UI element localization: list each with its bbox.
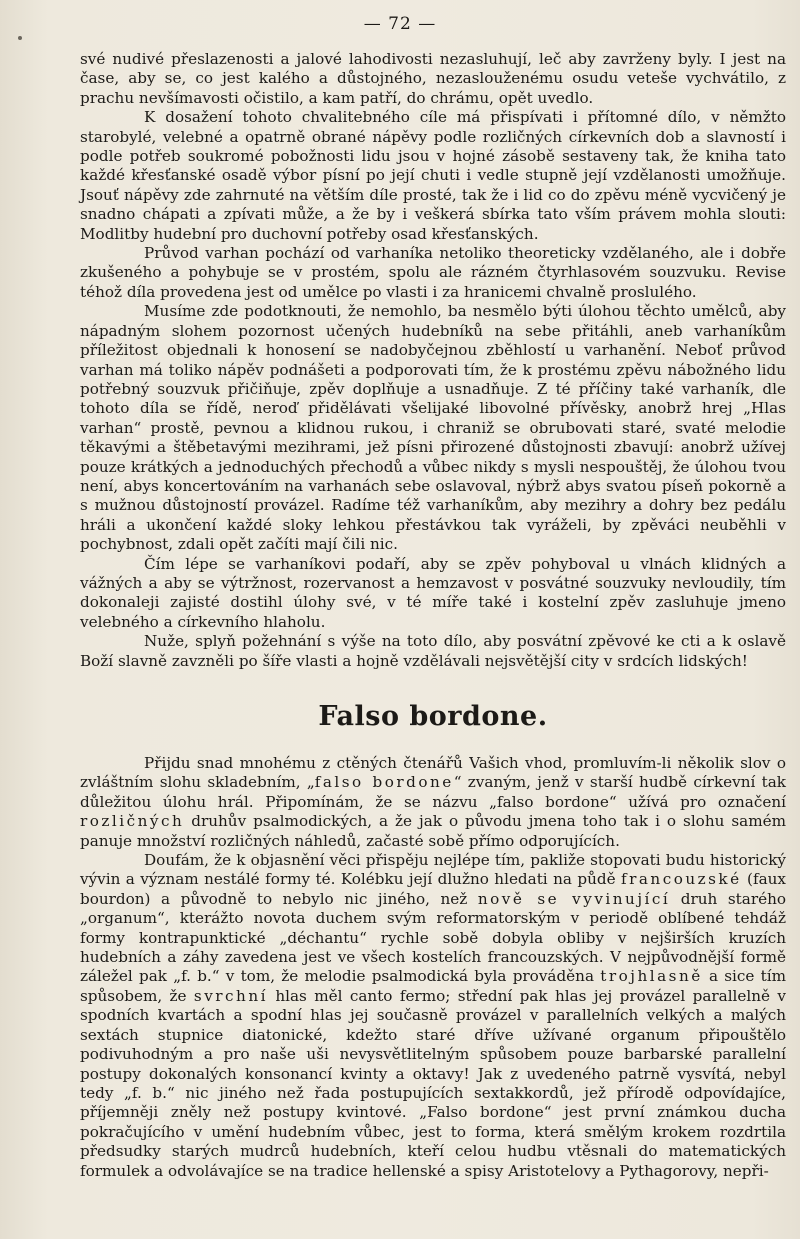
paragraph-intro-5: Čím lépe se varhaníkovi podaří, aby se zpěv pohyboval u vlnách klidných a vážných a aby se výtržnost, rozervanost a hemzavost v posvátné souzvuky nevloudily, tím dokonaleji zajisté dostihl úlohy své, v té míře také i kostelní zpěv zasluhuje jmeno velebného a církevního hlaholu. (80, 554, 786, 631)
text-run: a sice tím spůsobem, že (80, 967, 787, 1005)
paragraph-section-1 (80, 754, 786, 851)
text-run: Doufám, že k objasnění věci přispěju nejlépe tím, pakliže stopovati budu historický vývin a význam nestálé formy té. Kolébku její dlužno hledati na půdě (80, 851, 786, 889)
emphasis-text: francouzské (620, 870, 742, 889)
text-run: druhův psalmodických, a že jak o původu jmena toho tak i o slohu samém panuje množství rozličných náhledů, začasté sobě přímo odporujících. (80, 812, 786, 850)
paragraph-section-2 (80, 851, 786, 1181)
text-run: “ zvaným, jenž v starší hudbě církevní tak důležitou úlohu hrál. Připomínám, že se názvu „falso bordone“ užívá pro označení (80, 773, 786, 811)
text-column (80, 50, 786, 1181)
paragraph-intro-3: Průvod varhan pochází od varhaníka netoliko theoreticky vzdělaného, ale i dobře zkušeného a pohybuje se v prostém, spolu ale rázném čtyrhlasovém souzvuku. Revise téhož díla provedena jest od umělce po vlasti i za hranicemi chvalně proslulého. (80, 244, 786, 301)
text-run: Přijdu snad mnohému z ctěných čtenářů Vašich vhod, promluvím-li několik slov o zvláštním slohu skladebním, „ (80, 754, 786, 792)
margin-dot (18, 36, 22, 40)
emphasis-text: falso bordone (314, 773, 454, 792)
page-number: — 72 — (363, 14, 437, 34)
text-run: druh starého „organum“, kterážto novota duchem svým reformatorským v periodě oblíbené tehdáž formy kontrapunktické „déchantu“ rychle sobě dobyla obliby v nejširších kruzích hudebních a záhy zavedena jest ve všech kostelích francouzských. V nejpůvodnější formě záležel pak „f. b.“ v tom, že melodie psalmodická byla prováděna (80, 889, 786, 986)
paragraph-intro-1: své nudivé přeslazenosti a jalové lahodivosti nezasluhují, leč aby zavrženy byly. I jest na čase, aby se, co jest kalého a důstojného, nezaslouženému osudu veteše vychvátilo, z prachu nevšímavosti očistilo, a kam patří, do chrámu, opět uvedlo. (80, 50, 786, 107)
paragraph-intro-4: Musíme zde podotknouti, že nemohlo, ba nesmělo býti úlohou těchto umělců, aby nápadným slohem pozornost učených hudebníků na sebe přitáhli, aneb varhaníkům příležitost objednali k honosení se nadobyčejnou zběhlostí u varhanění. Neboť průvod varhan má toliko nápěv podnášeti a podporovati tím, že k prostému zpěvu nábožného lidu potřebný souzvuk přičiňuje, zpěv doplňuje a usnadňuje. Z té příčiny také varhaník, dle tohoto díla se řídě, neroď přidělávati všelijaké libovolné přívěsky, anobrž hrej „Hlas varhan“ prostě, pevnou a klidnou rukou, i chraniž se obrubovati staré, svaté melodie těkavými a štěbetavými mezihrami, jež písni přirozené důstojnosti zbavují: anobrž užívej pouze krátkých a jednoduchých přechodů a vůbec nikdy s mysli nespouštěj, že úlohou tvou není, abys koncertováním na varhanách sebe oslavoval, nýbrž abys svatou píseň pokorně a s mužnou důstojností provázel. Radíme též varhaníkům, aby mezihry a dohry bez pedálu hráli a ukončení každé sloky lehkou přestávkou tak vyráželi, by zpěváci neuběhli v pochybnost, zdali opět začíti mají čili nic. (80, 302, 786, 554)
paragraph-intro-6: Nuže, splyň požehnání s výše na toto dílo, aby posvátní zpěvové ke cti a k oslavě Boží slavně zavzněli po šíře vlasti a hojně vzdělávali nejsvětější city v srdcích lidských! (80, 632, 786, 670)
paragraph-intro-2: K dosažení tohoto chvalitebného cíle má přispívati i přítomné dílo, v němžto starobylé, velebné a opatrně obrané nápěvy podle rozličných církevních dob a slavností i podle potřeb soukromé pobožnosti lidu jsou v hojné zásobě sestaveny tak, že kniha tato každé křesťanské osadě výbor písní po její chuti i vedle stupně její vzdělanosti umožňuje. Jsouť nápěvy zde zahrnuté na větším díle prosté, tak že i lid co do zpěvu méně vycvičený je snadno chápati a zpívati může, a že by i veškerá sbírka tato vším právem mohla slouti: Modlitby hudební pro duchovní potřeby osad křesťanských. (80, 108, 786, 243)
emphasis-text: svrchní (193, 986, 268, 1005)
text-run: (faux bourdon) a původně to nebylo nic jiného, než (80, 870, 786, 908)
section-title: Falso bordone. (318, 701, 548, 732)
text-run: hlas měl canto fermo; střední pak hlas jej provázel parallelně v spodních kvartách a spodní hlas jej současně provázel v parallelních velkých a malých sextách stupnice diatonické, kdežto staré dříve užívané organum připouštělo podivuhodným a pro naše uši nevysvětlitelným spůsobem pouze barbarské parallelní postupy dokonalých konsonancí kvinty a oktavy! Jak z uvedeného patrně vysvítá, nebyl tedy „f. b.“ nic jiného než řada postupujících sextakkordů, jež přírodě odpovídajíce, příjemněji zněly než postupy kvintové. „Falso bordone“ jest první známkou ducha pokračujícího v umění hudebním vůbec, jest to forma, která smělým krokem rozdrtila předsudky starých mudrců hudebních, kteří celou hudbu vtěsnali do matematických formulek a odvolávajíce se na tradice hellenské a spisy Aristotelovy a Pythagorovy, nepři- (80, 986, 786, 1180)
emphasis-text: rozličných (80, 812, 185, 831)
emphasis-text: trojhlasně (600, 967, 703, 986)
emphasis-text: nově se vyvinující (477, 889, 671, 908)
